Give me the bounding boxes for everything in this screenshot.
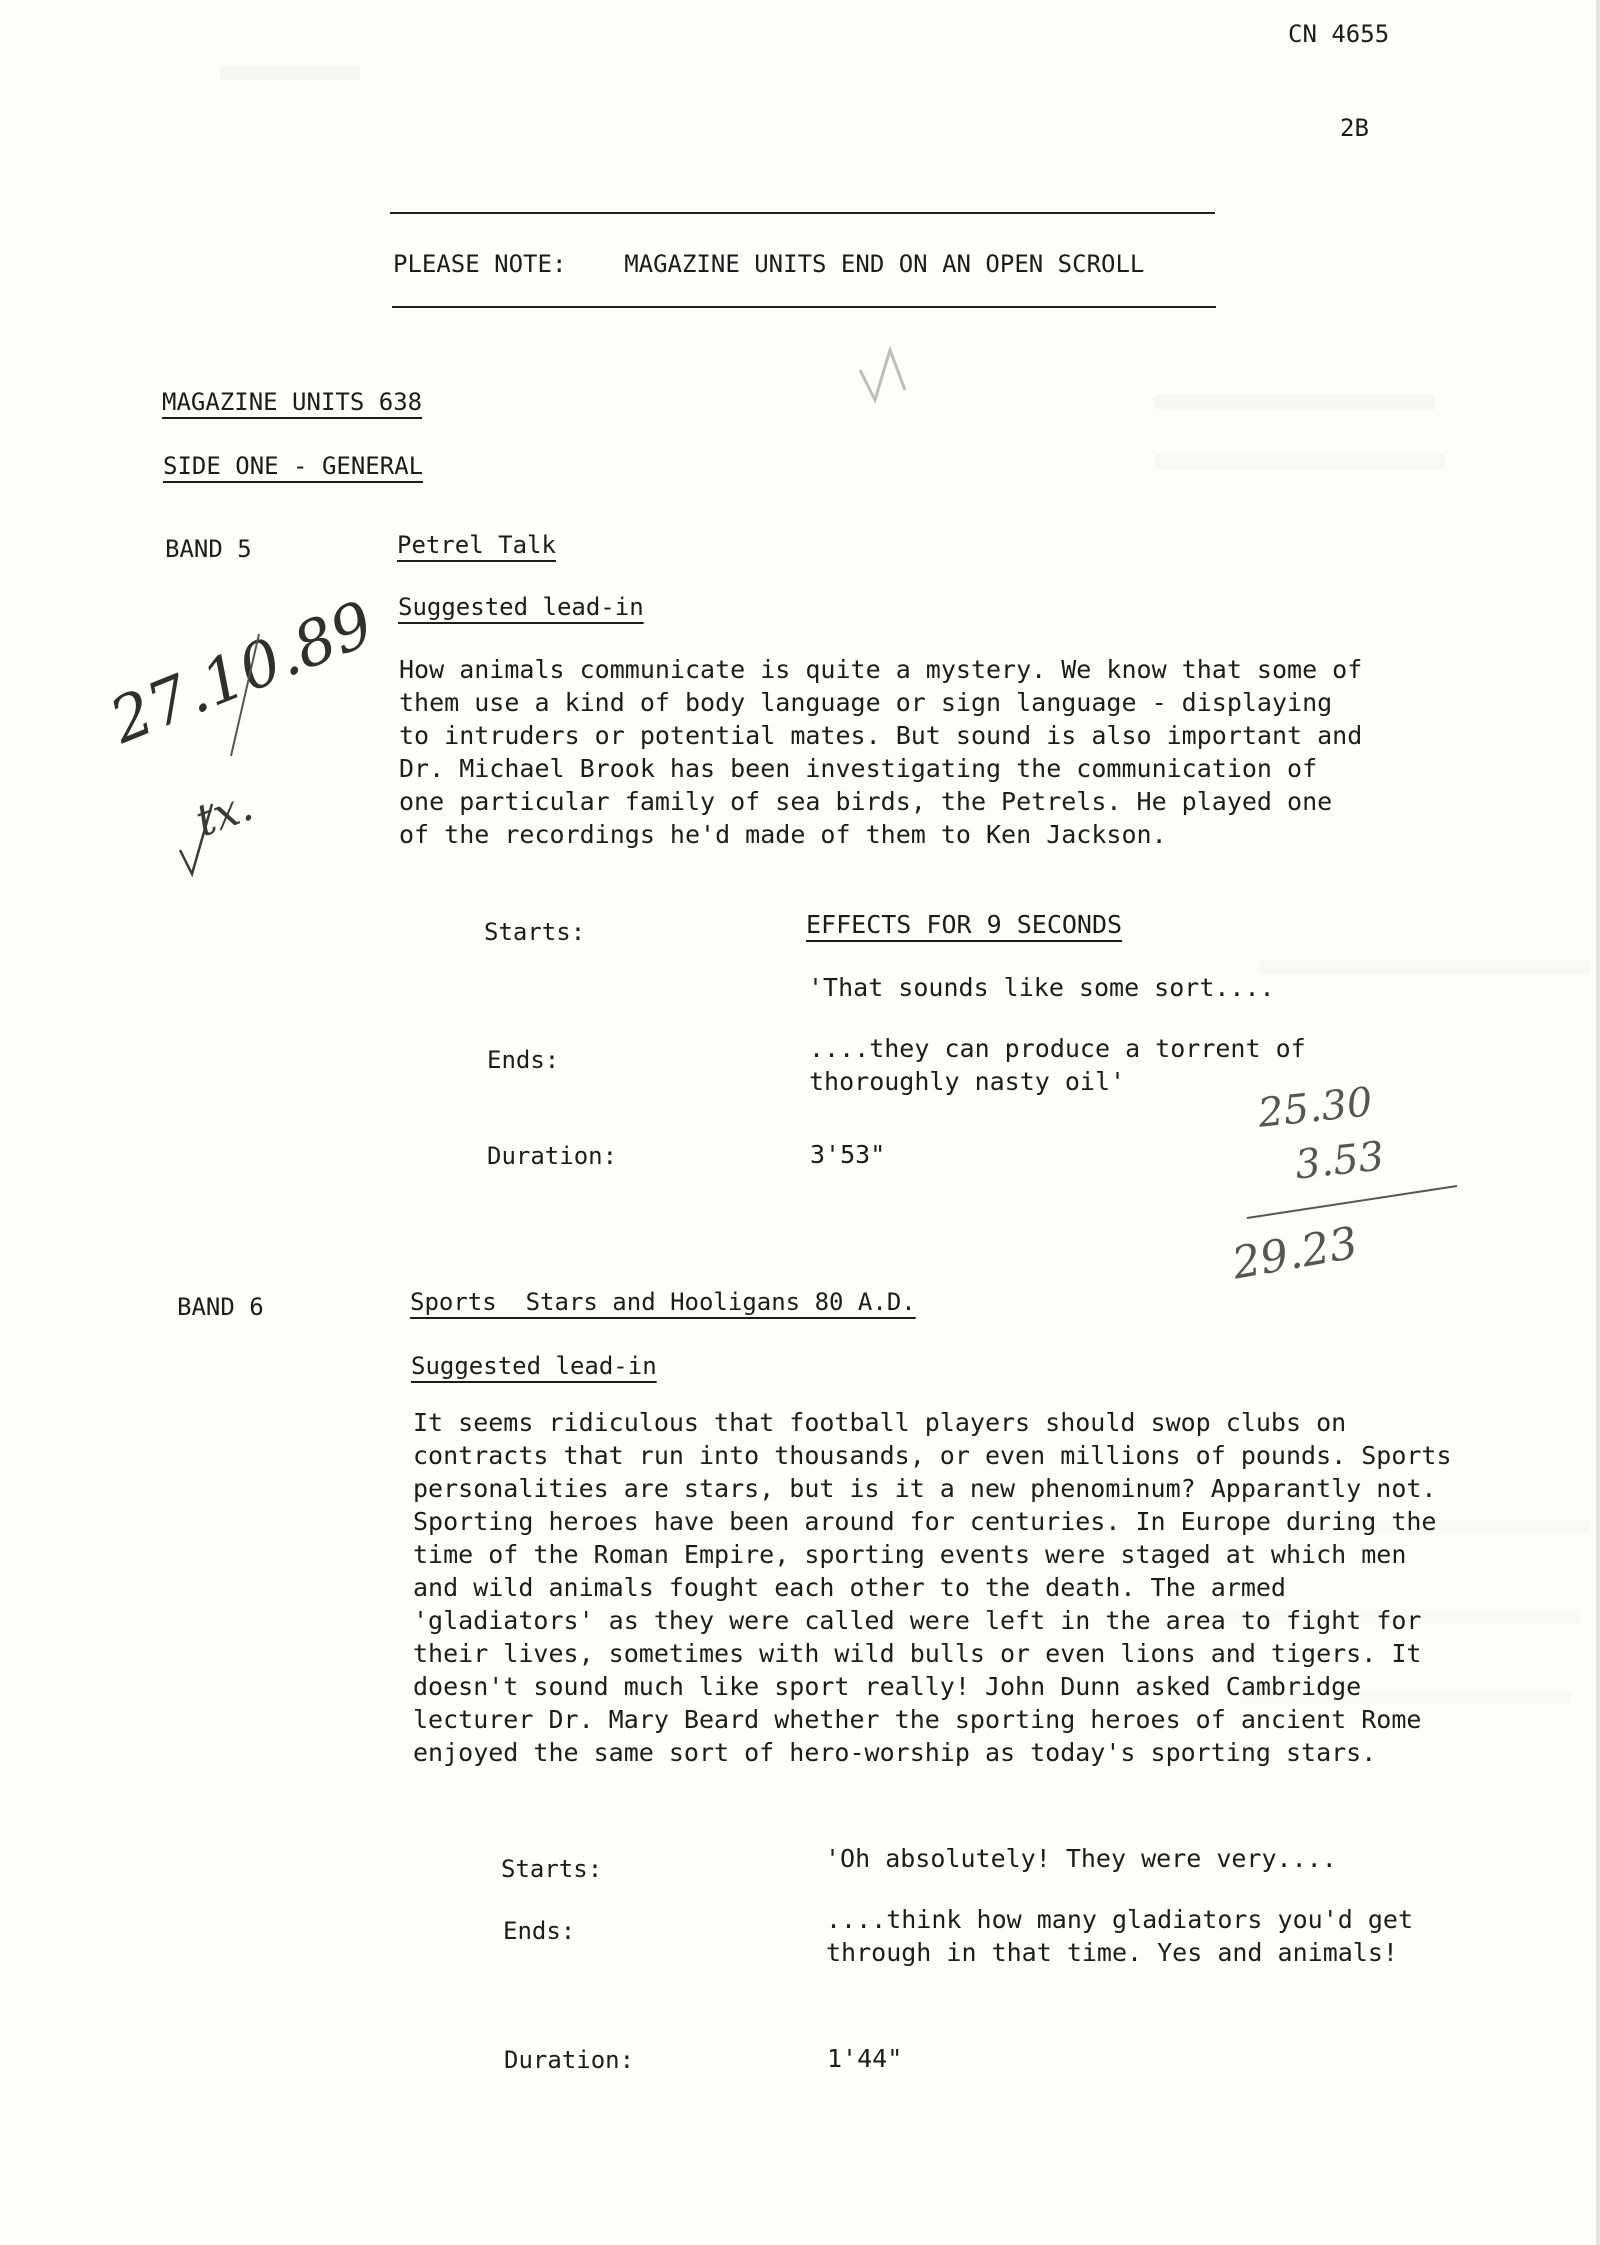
handwritten-sum-line-1: 25.30: [1255, 1079, 1375, 1137]
bleed-through-ghost: [220, 66, 360, 80]
band-5-duration-value: 3'53": [810, 1140, 886, 1169]
band-5-duration-label: Duration:: [487, 1142, 618, 1170]
page-number: 2B: [1340, 114, 1369, 142]
band-6-ends-value: ....think how many gladiators you'd get through in that time. Yes and animals!: [826, 1905, 1413, 1967]
band-6-duration-label: Duration:: [504, 2046, 635, 2074]
band-6-title: Sports Stars and Hooligans 80 A.D.: [410, 1288, 916, 1316]
band-6-duration-value: 1'44": [827, 2044, 903, 2073]
band-5-ends-label: Ends:: [487, 1046, 560, 1074]
unit-title: MAGAZINE UNITS 638: [162, 388, 423, 416]
catalogue-number: CN 4655: [1288, 20, 1390, 48]
scan-edge: [1596, 0, 1600, 2245]
band-6-starts-label: Starts:: [501, 1855, 603, 1883]
band-5-leadin-text: How animals communicate is quite a mystery. We know that some of them use a kind of body language or sign language - displaying to intruders or potential mates. But sound is also important and Dr. Michael Brook has been investigating the communication of one particular family of sea birds, the Petrels. He played one of the recordings he'd made of them to Ken Jackson.: [399, 655, 1363, 849]
notice-text: MAGAZINE UNITS END ON AN OPEN SCROLL: [624, 250, 1145, 278]
notice-top-rule: [390, 212, 1215, 214]
handwritten-check-mark-icon: [176, 800, 216, 880]
band-6-label: BAND 6: [177, 1293, 264, 1321]
band-5-starts-effects: EFFECTS FOR 9 SECONDS: [806, 910, 1123, 939]
stray-ink-mark: [850, 330, 920, 410]
band-5-starts-value: 'That sounds like some sort....: [808, 973, 1275, 1002]
handwritten-tx: tx.: [188, 779, 260, 848]
bleed-through-ghost: [1155, 455, 1445, 469]
notice-line: [393, 250, 1144, 278]
notice-bottom-rule: [392, 306, 1216, 308]
handwritten-date: 27.10.89: [100, 586, 384, 758]
band-5-title: Petrel Talk: [397, 531, 556, 559]
band-6-ends-label: Ends:: [503, 1917, 576, 1945]
band-6-leadin-text: It seems ridiculous that football players should swop clubs on contracts that run into thousands, or even millions of pounds. Sports personalities are stars, but is it a new phenominum? Apparantly not. Sporting heroes have been around for centuries. In Europe during the time of the Roman Empire, sporting events were staged at which men and wild animals fought each other to the death. The armed 'gladiators' as they were called were left in the area to fight for their lives, sometimes with wild bulls or even lions and tigers. It doesn't sound much like sport really! John Dunn asked Cambridge lecturer Dr. Mary Beard whether the sporting heroes of ancient Rome enjoyed the same sort of hero-worship as today's sporting stars.: [413, 1408, 1452, 1767]
side-title: SIDE ONE - GENERAL: [163, 452, 424, 480]
band-5-leadin-heading: Suggested lead-in: [398, 593, 644, 621]
band-6-starts-value: 'Oh absolutely! They were very....: [825, 1844, 1337, 1873]
handwritten-sum-rule: [1245, 1182, 1460, 1222]
band-5-ends-value: ....they can produce a torrent of thoroughly nasty oil': [809, 1034, 1306, 1096]
band-5-label: BAND 5: [165, 535, 252, 563]
handwritten-sum-line-2: 3.53: [1292, 1133, 1387, 1189]
notice-label: PLEASE NOTE:: [393, 250, 567, 278]
bleed-through-ghost: [1155, 395, 1435, 409]
handwritten-slash-mark: [225, 630, 265, 760]
band-6-leadin-heading: Suggested lead-in: [411, 1352, 657, 1380]
handwritten-sum-total: 29.23: [1228, 1217, 1362, 1290]
band-5-starts-label: Starts:: [484, 918, 586, 946]
